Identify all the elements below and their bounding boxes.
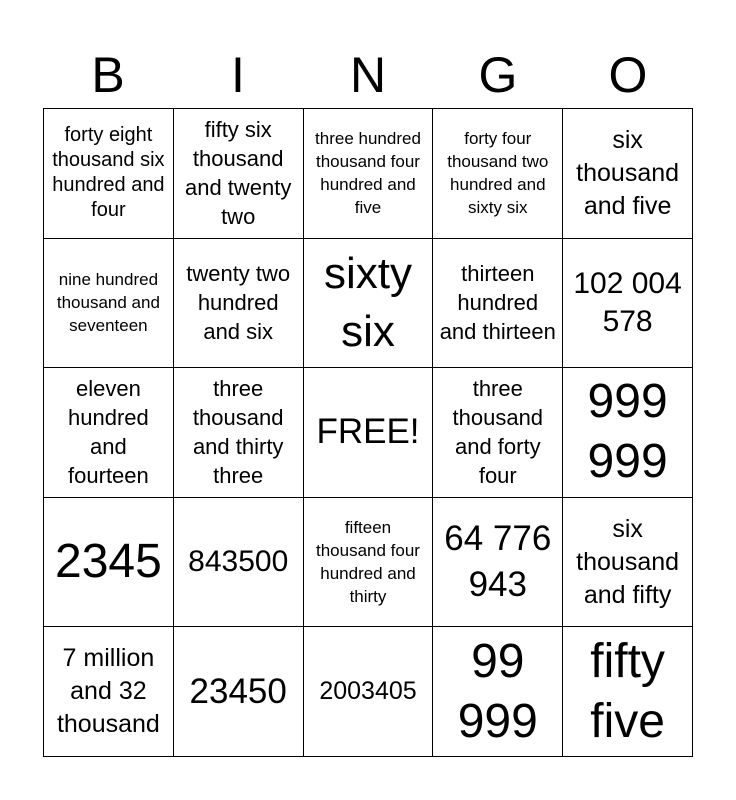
bingo-cell[interactable]: [44, 368, 174, 498]
cell-text: 2003405: [319, 677, 417, 706]
header-letter-b: B: [91, 47, 125, 103]
bingo-cell[interactable]: [433, 627, 563, 757]
bingo-cell[interactable]: [44, 239, 174, 369]
free-space-cell[interactable]: [304, 368, 434, 498]
bingo-card: [43, 108, 693, 757]
cell-text: sixty six: [323, 248, 412, 356]
bingo-cell[interactable]: [44, 627, 174, 757]
bingo-cell[interactable]: [433, 239, 563, 369]
cell-text: three hundred thousand four hundred and five: [315, 129, 421, 218]
cell-text: 102 004 578: [573, 266, 682, 338]
cell-text: 843500: [188, 545, 289, 579]
cell-text: eleven hundred and fourteen: [68, 376, 149, 489]
bingo-cell[interactable]: [563, 627, 693, 757]
bingo-cell[interactable]: [44, 109, 174, 239]
bingo-cell[interactable]: [304, 239, 434, 369]
bingo-cell[interactable]: [174, 498, 304, 628]
cell-text: 99 999: [457, 634, 538, 748]
bingo-cell[interactable]: [433, 368, 563, 498]
cell-text: 23450: [189, 671, 287, 711]
cell-text: 2345: [55, 535, 162, 589]
free-space-label: FREE!: [316, 412, 420, 452]
bingo-cell[interactable]: [563, 109, 693, 239]
header-letter-n: N: [349, 47, 387, 103]
bingo-cell[interactable]: [563, 368, 693, 498]
cell-text: nine hundred thousand and seventeen: [56, 270, 160, 336]
bingo-cell[interactable]: [174, 627, 304, 757]
header-letter-i: I: [231, 47, 245, 103]
header-letter-g: G: [478, 47, 518, 103]
cell-text: three thousand and thirty three: [192, 376, 284, 489]
cell-text: fifty six thousand and twenty two: [184, 117, 292, 230]
cell-text: three thousand and forty four: [452, 376, 544, 489]
cell-text: 7 million and 32 thousand: [56, 644, 160, 739]
bingo-cell[interactable]: [174, 239, 304, 369]
cell-text: 64 776 943: [444, 519, 552, 605]
cell-text: six thousand and fifty: [576, 514, 680, 609]
bingo-cell[interactable]: [433, 109, 563, 239]
bingo-cell[interactable]: [174, 109, 304, 239]
cell-text: thirteen hundred and thirteen: [439, 261, 556, 345]
header-letter-o: O: [608, 47, 648, 103]
cell-text: forty four thousand two hundred and sixty six: [447, 129, 549, 218]
bingo-cell[interactable]: [433, 498, 563, 628]
bingo-cell[interactable]: [563, 239, 693, 369]
bingo-cell[interactable]: [563, 498, 693, 628]
bingo-cell[interactable]: [174, 368, 304, 498]
cell-text: twenty two hundred and six: [186, 261, 291, 345]
bingo-cell[interactable]: [44, 498, 174, 628]
cell-text: forty eight thousand six hundred and four: [52, 124, 165, 222]
bingo-cell[interactable]: [304, 109, 434, 239]
bingo-cell[interactable]: [304, 498, 434, 628]
bingo-cell[interactable]: [304, 627, 434, 757]
cell-text: fifty five: [590, 634, 665, 748]
cell-text: six thousand and five: [576, 125, 680, 220]
cell-text: 999 999: [587, 375, 668, 489]
bingo-header: [43, 42, 693, 108]
cell-text: fifteen thousand four hundred and thirty: [316, 518, 420, 607]
